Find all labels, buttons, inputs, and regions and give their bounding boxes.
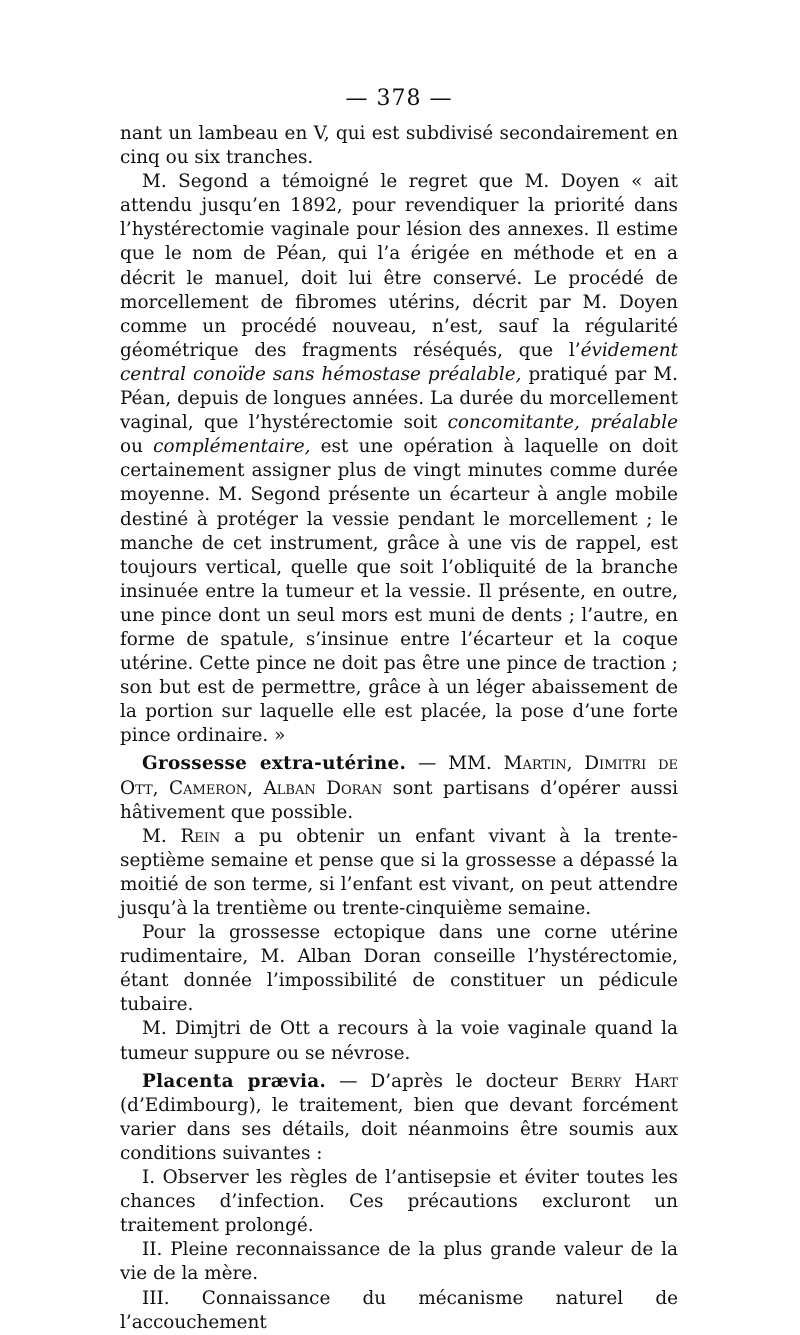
- paragraph-rein: [120, 825, 678, 921]
- paragraph-placenta-text-1: — D’après le docteur: [326, 1070, 571, 1092]
- italic-phrase-concomitante: concomitante, préalable: [447, 412, 678, 434]
- list-item-1: I. Observer les règles de l’antisepsie et éviter toutes les chances d’infection. Ces précautions excluront un traitement prolongé.: [120, 1167, 678, 1237]
- section-heading-grossesse: Grossesse extra-utérine.: [142, 753, 407, 775]
- author-name-berry-hart: Berry Hart: [570, 1070, 678, 1092]
- document-page: [120, 86, 678, 1335]
- section-heading-placenta: Placenta prævia.: [142, 1070, 327, 1092]
- paragraph-continuation: nant un lambeau en V, qui est subdivisé secondairement en cinq ou six tranches.: [120, 123, 678, 169]
- italic-phrase-evidement: évidement central conoïde sans hémostase préalable,: [120, 339, 678, 385]
- paragraph-ott: M. Dimjtri de Ott a recours à la voie vaginale quand la tumeur suppure ou se névrose.: [120, 1018, 678, 1064]
- paragraph-segond-text-4: est une opération à laquelle on doit certainement assigner plus de vingt minutes comme durée moyenne. M. Segond présente un écarteur à angle mobile destiné à protéger la vessie pendant le morcellement ; le manche de cet instrument, grâce à une vis de rappel, est toujours vertical, quelle que soit l’obliquité de la branche insinuée entre la tumeur et la vessie. Il présente, en outre, une pince dont un seul mors est muni de dents ; l’autre, en forme de spatule, s’insinue entre l’écarteur et la coque utérine. Cette pince ne doit pas être une pince de traction ; son but est de permettre, grâce à un léger abaissement de la portion sur laquelle elle est placée, la pose d’une forte pince ordinaire. »: [120, 436, 678, 747]
- author-name-rein: Rein: [180, 825, 221, 847]
- paragraph-rein-text-2: a pu obtenir un enfant vivant à la trente-septième semaine et pense que si la grossesse a dépassé la moitié de son terme, si l’enfant est vivant, on peut attendre jusqu’à la trentième ou trente-cinquième semaine.: [120, 825, 678, 919]
- paragraph-rein-text-1: M.: [142, 825, 181, 847]
- paragraph-segond: [120, 170, 678, 748]
- paragraph-segond-text-2: pratiqué par M. Péan, depuis de longues années. La durée du morcellement vaginal, que l’hystérectomie soit: [120, 363, 678, 434]
- paragraph-grossesse-text-2: sont partisans d’opérer aussi hâtivement que possible.: [120, 777, 678, 823]
- paragraph-segond-text-3: ou: [120, 436, 154, 458]
- paragraph-placenta: [120, 1070, 678, 1166]
- paragraph-grossesse-text-1: — MM.: [406, 753, 504, 775]
- paragraph-ectopique: Pour la grossesse ectopique dans une corne utérine rudimentaire, M. Alban Doran conseille l’hystérectomie, étant donnée l’impossibilité de constituer un pédicule tubaire.: [120, 922, 678, 1016]
- page-number: — 378 —: [345, 86, 453, 111]
- list-item-3: III. Connaissance du mécanisme naturel de l’accouchement: [120, 1287, 678, 1333]
- paragraph-placenta-text-2: (d’Edimbourg), le traitement, bien que devant forcément varier dans ses détails, doit néanmoins être soumis aux conditions suivantes :: [120, 1094, 678, 1164]
- list-item-2: II. Pleine reconnaissance de la plus grande valeur de la vie de la mère.: [120, 1239, 678, 1285]
- author-names-grossesse: Martin, Dimitri de Ott, Cameron, Alban Doran: [120, 753, 678, 799]
- paragraph-segond-text-1: M. Segond a témoigné le regret que M. Doyen « ait attendu jusqu’en 1892, pour revendiquer la priorité dans l’hystérectomie vaginale pour lésion des annexes. Il estime que le nom de Péan, qui l’a érigée en méthode et en a décrit le manuel, doit lui être conservé. Le procédé de morcellement de fibromes utérins, décrit par M. Doyen comme un procédé nouveau, n’est, sauf la régularité géométrique des fragments réséqués, que l’: [120, 171, 678, 361]
- paragraph-grossesse: [120, 752, 678, 824]
- italic-phrase-complementaire: complémentaire,: [153, 436, 311, 458]
